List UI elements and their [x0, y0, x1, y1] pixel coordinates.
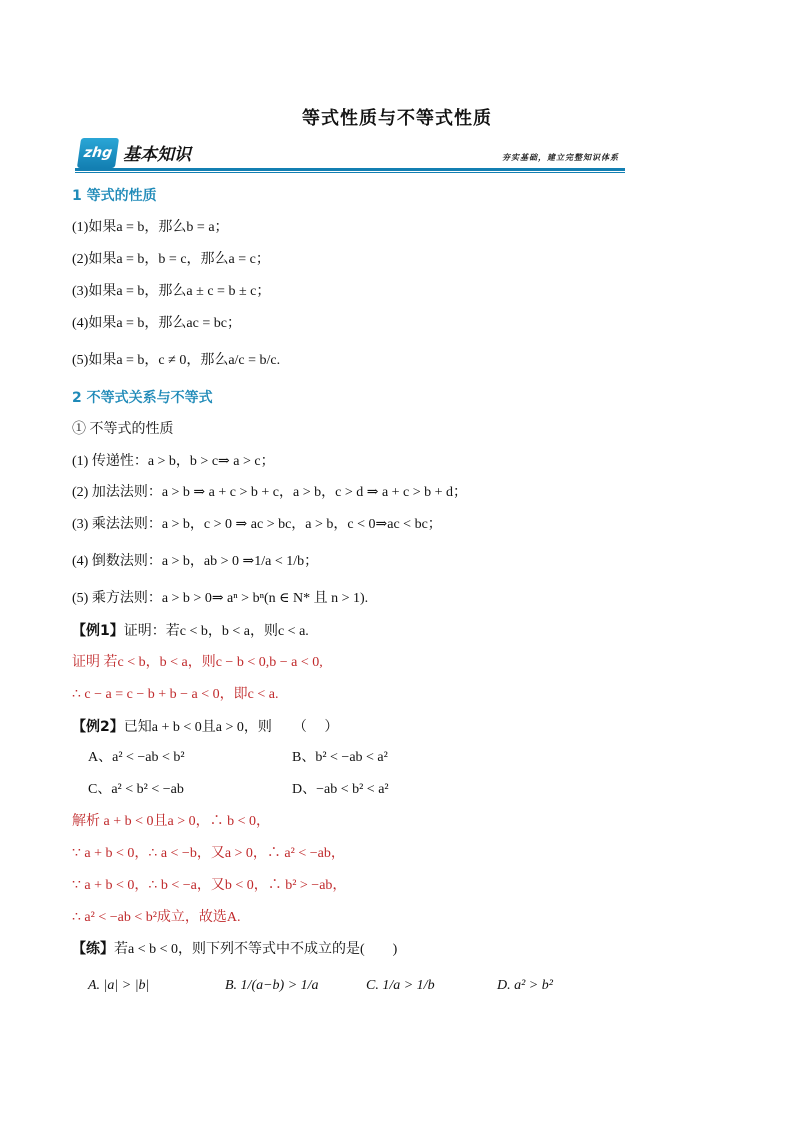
section-banner — [75, 138, 625, 174]
banner-tagline: 夯实基础，建立完整知识体系 — [502, 153, 619, 162]
page-title: 等式性质与不等式性质 — [302, 108, 492, 129]
example-2-option-b: B、b² < −ab < a² — [292, 750, 388, 765]
example-2-question: 已知a + b < 0且a > 0，则 （ ） — [123, 720, 339, 735]
banner-label: 基本知识 — [123, 145, 191, 165]
equality-property-2: (2)如果a = b，b = c，那么a = c； — [72, 252, 270, 267]
example-2-solution-4: ∴ a² < −ab < b²成立，故选A. — [72, 910, 241, 925]
example-2-solution-2: ∵ a + b < 0，∴ a < −b，又a > 0，∴ a² < −ab， — [72, 846, 345, 861]
example-2-option-d: D、−ab < b² < a² — [292, 782, 389, 797]
equality-property-5: (5)如果a = b，c ≠ 0，那么a/c = b/c. — [72, 353, 281, 368]
practice-option-c: C. 1/a > 1/b — [366, 978, 435, 993]
inequality-property-5: (5) 乘方法则：a > b > 0⇒ aⁿ > bⁿ(n ∈ N* 且 n > 1). — [72, 591, 369, 606]
example-2-solution-1: 解析 a + b < 0且a > 0，∴ b < 0， — [72, 814, 271, 829]
equality-property-3: (3)如果a = b，那么a ± c = b ± c； — [72, 284, 271, 299]
equality-property-1: (1)如果a = b，那么b = a； — [72, 220, 229, 235]
inequality-property-2: (2) 加法法则：a > b ⇒ a + c > b + c，a > b，c > d ⇒ a + c > b + d； — [72, 485, 468, 500]
practice-option-b: B. 1/(a−b) > 1/a — [225, 978, 319, 993]
example-1-tag: 【例1】 — [72, 623, 124, 639]
inequality-property-1: (1) 传递性：a > b，b > c⇒ a > c； — [72, 454, 275, 469]
practice-tag: 【练】 — [72, 941, 114, 957]
equality-property-4: (4)如果a = b，那么ac = bc； — [72, 316, 241, 331]
practice-question: 若a < b < 0，则下列不等式中不成立的是( ) — [114, 942, 398, 957]
inequality-property-4: (4) 倒数法则：a > b，ab > 0 ⇒1/a < 1/b； — [72, 554, 319, 569]
example-1-solution-2: ∴ c − a = c − b + b − a < 0，即c < a. — [72, 687, 279, 702]
practice-option-a: A. |a| > |b| — [88, 978, 150, 993]
example-2-option-c: C、a² < b² < −ab — [88, 782, 184, 797]
example-2-tag: 【例2】 — [72, 719, 124, 735]
example-2 — [72, 718, 338, 737]
inequality-property-3: (3) 乘法法则：a > b，c > 0 ⇒ ac > bc，a > b，c < 0⇒ac < bc； — [72, 517, 442, 532]
example-1 — [72, 622, 309, 641]
banner-rule-thin — [75, 172, 625, 173]
example-1-question: 证明：若c < b，b < a，则c < a. — [123, 624, 309, 639]
banner-rule — [75, 168, 625, 171]
example-2-solution-3: ∵ a + b < 0，∴ b < −a，又b < 0，∴ b² > −ab， — [72, 878, 347, 893]
inequality-subheading: ① 不等式的性质 — [72, 422, 174, 437]
badge-logo: zhg — [77, 138, 119, 168]
example-2-option-a: A、a² < −ab < b² — [88, 750, 185, 765]
example-1-solution-1: 证明 若c < b，b < a，则c − b < 0,b − a < 0, — [72, 655, 323, 670]
section-heading-1: 1 等式的性质 — [72, 188, 157, 204]
section-heading-2: 2 不等式关系与不等式 — [72, 390, 213, 406]
practice — [72, 940, 397, 959]
practice-option-d: D. a² > b² — [497, 978, 553, 993]
